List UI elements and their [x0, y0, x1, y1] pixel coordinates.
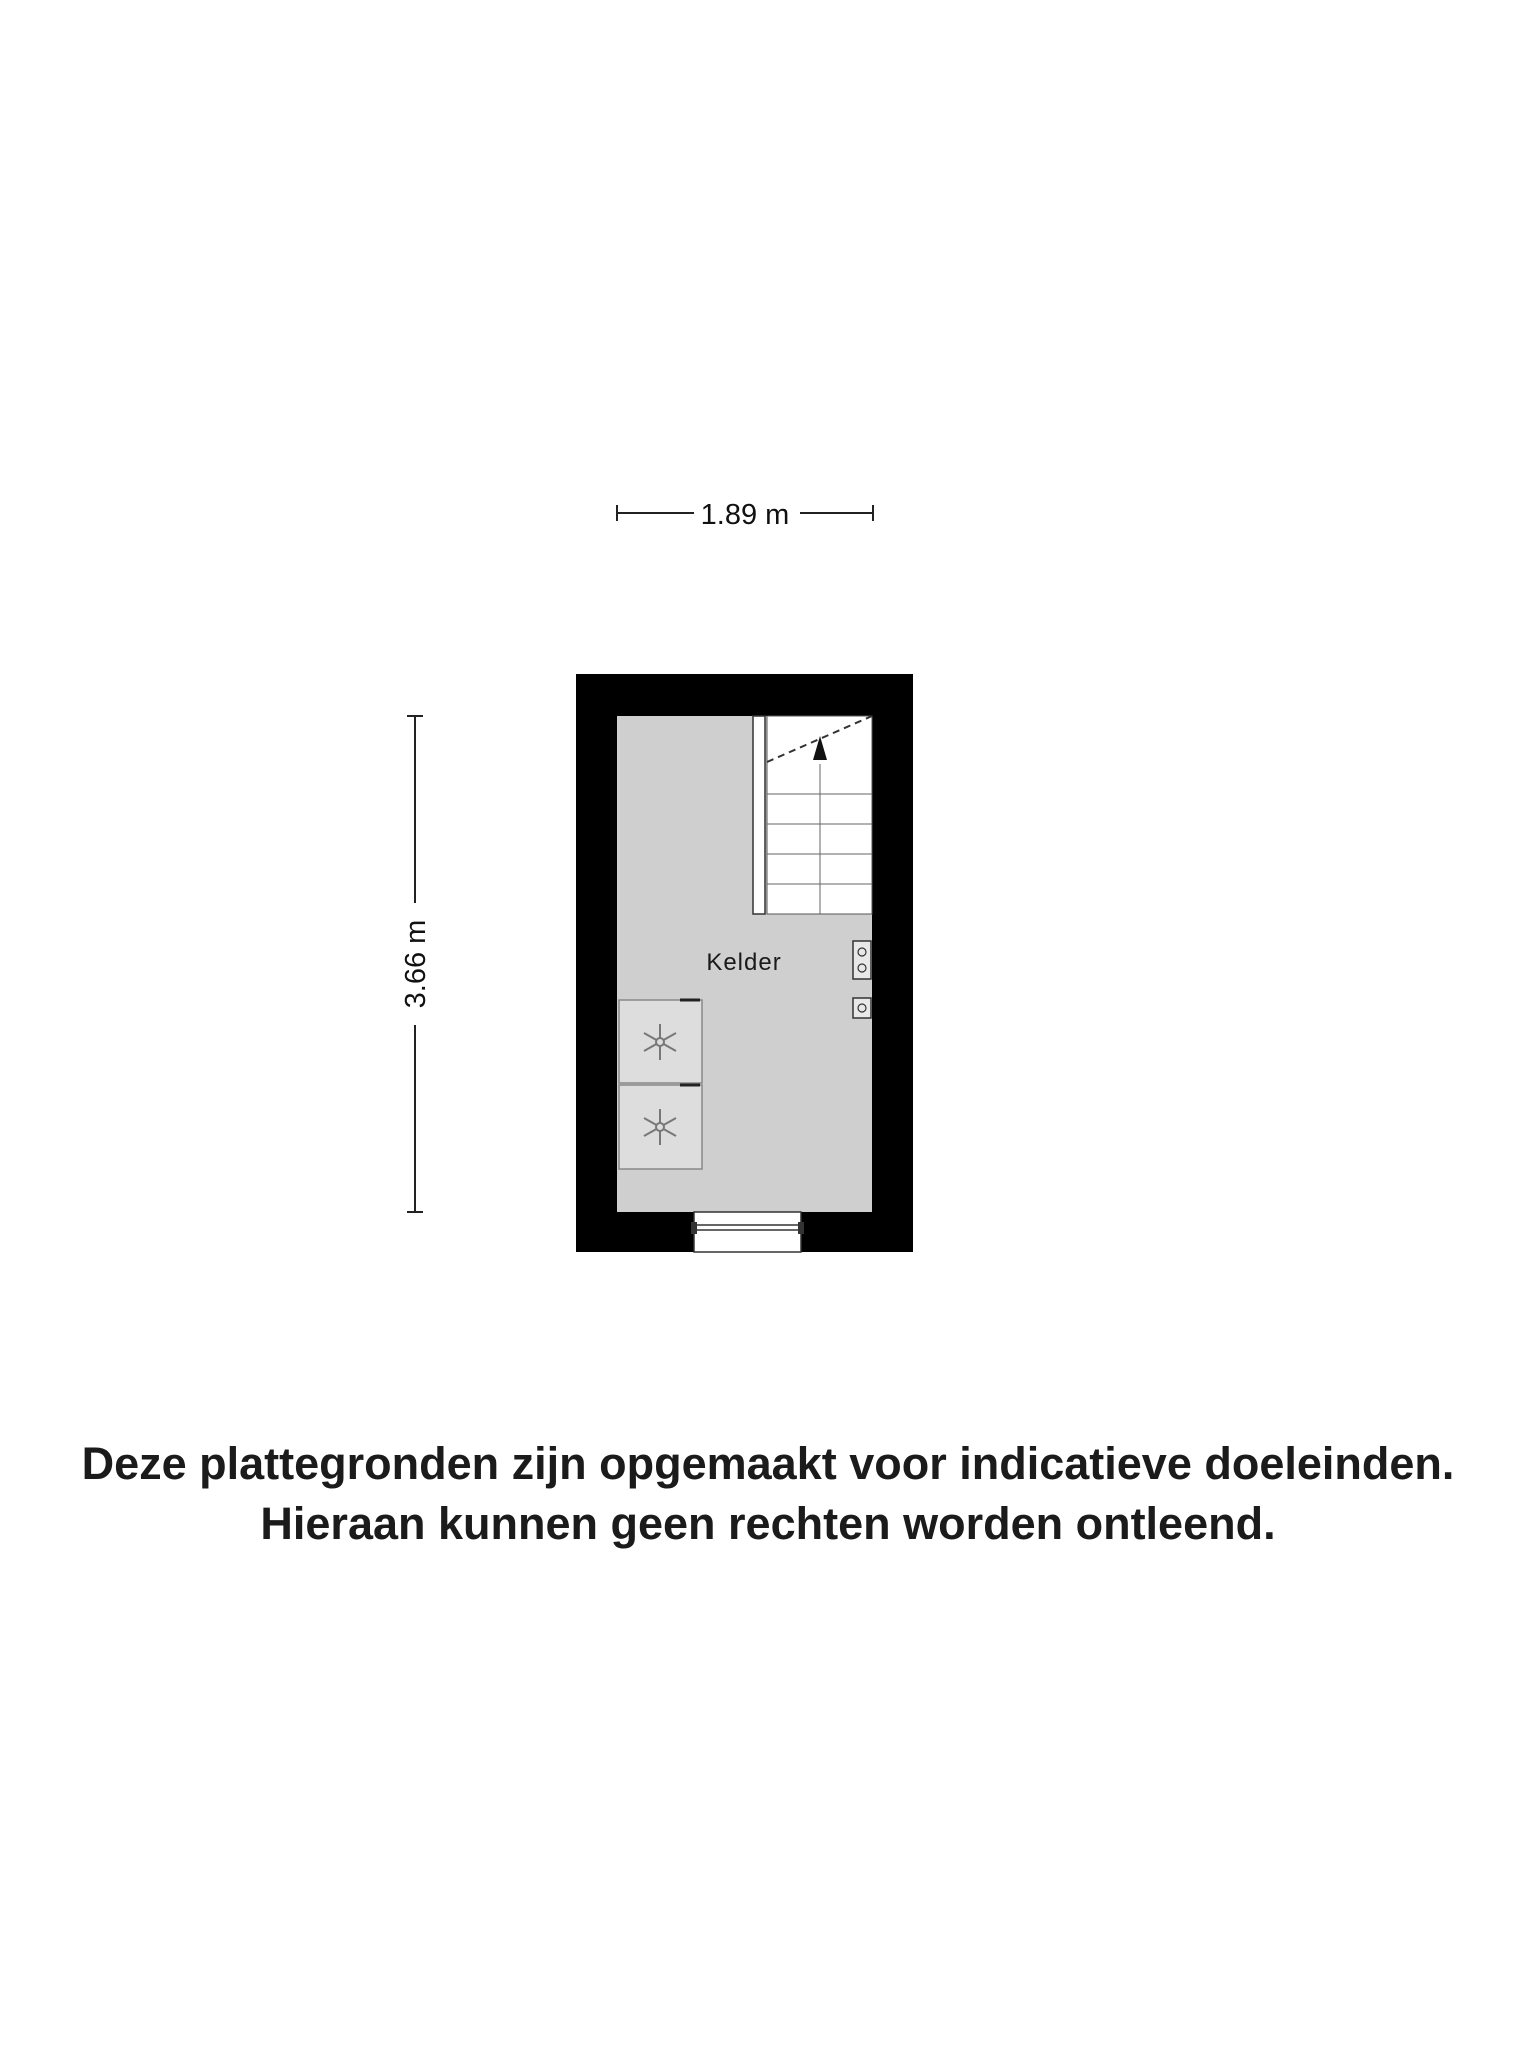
height-dimension: [400, 716, 432, 1212]
disclaimer-line-2: Hieraan kunnen geen rechten worden ontleend.: [260, 1498, 1276, 1549]
disclaimer-line-1: Deze plattegronden zijn opgemaakt voor indicatieve doeleinden.: [81, 1438, 1455, 1489]
washing-machine: [619, 1000, 702, 1083]
disclaimer: [0, 1434, 1536, 1554]
staircase: [753, 716, 872, 914]
width-dimension-label: 1.89 m: [700, 499, 790, 531]
dryer: [619, 1085, 702, 1169]
stair-railing: [753, 716, 765, 914]
meter-icon: [853, 998, 871, 1018]
height-dimension-label: 3.66 m: [400, 919, 432, 1009]
utility-meters: [853, 941, 871, 1018]
window: [691, 1212, 804, 1252]
width-dimension: [617, 499, 873, 531]
meter-icon: [853, 941, 871, 979]
room-label: Kelder: [706, 949, 782, 976]
